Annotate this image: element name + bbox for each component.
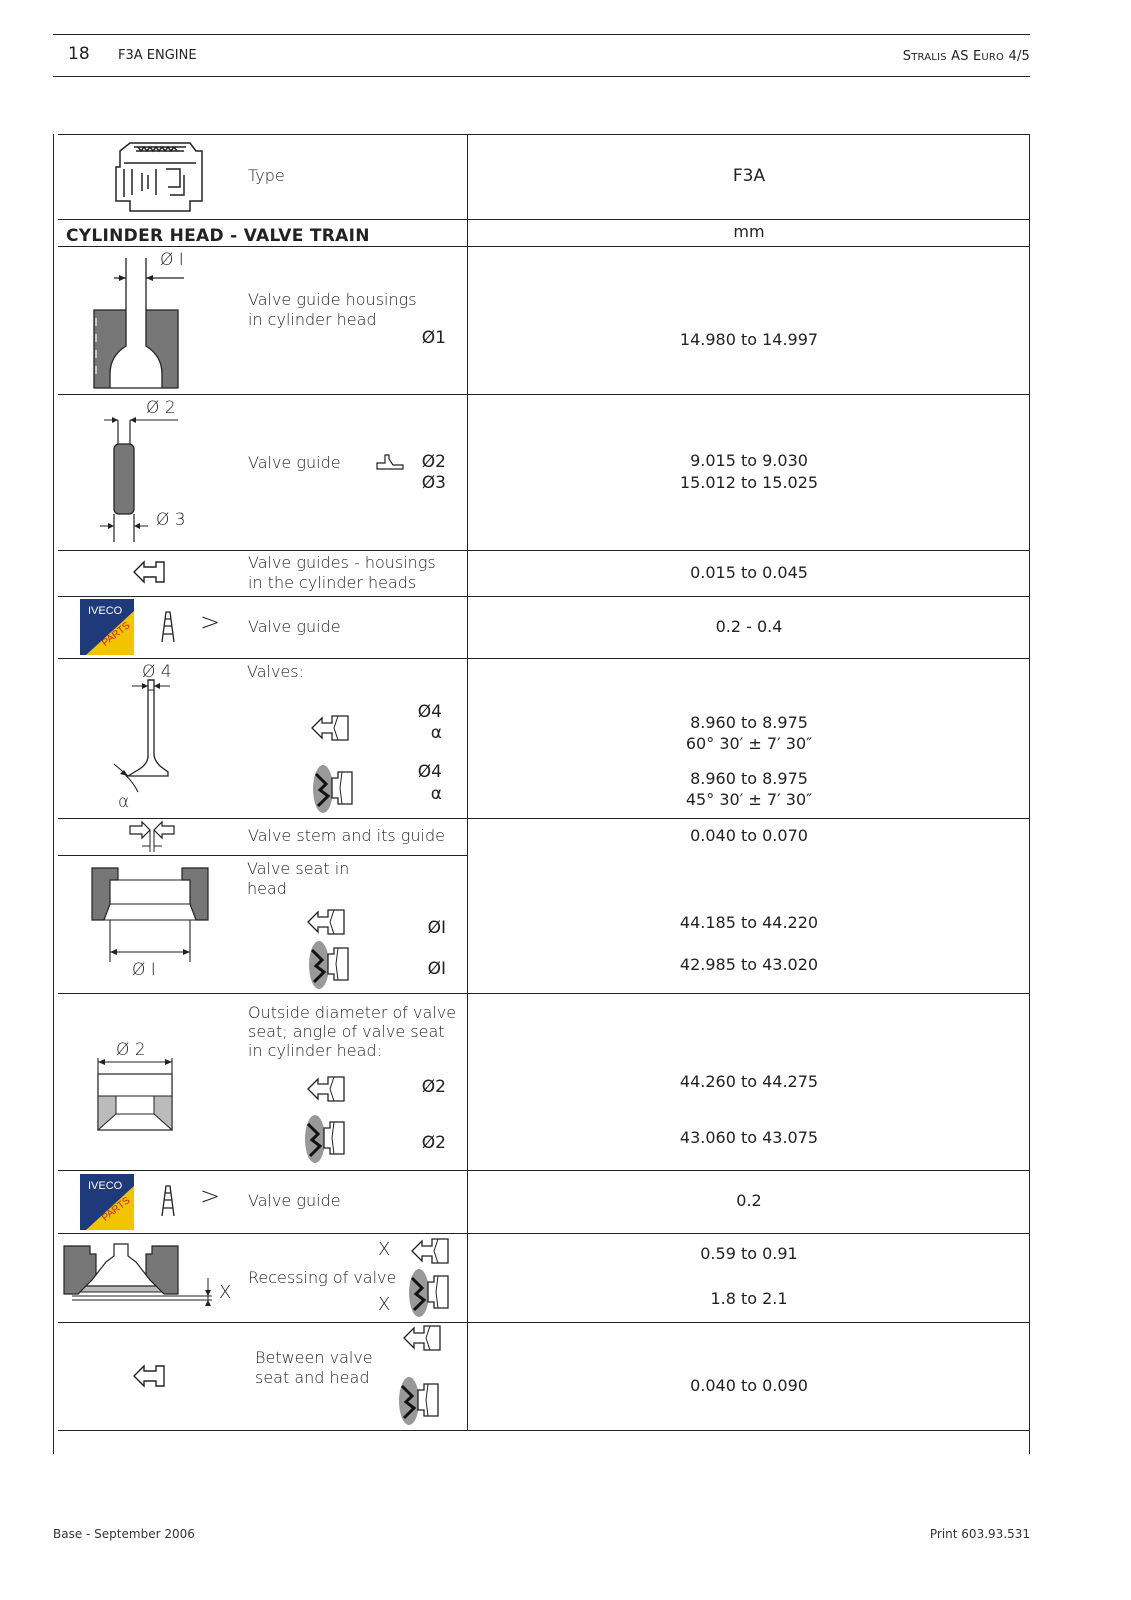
seat-intake-icon [306,908,346,936]
guide-housing-label-2: in cylinder head [248,310,377,329]
valve-guide-dim-bottom: Ø 3 [156,510,186,530]
header-top-rule [53,34,1030,35]
valve-guide-value-1: 9.015 to 9.030 [690,451,808,470]
valve-guide-dim-top: Ø 2 [146,398,176,418]
recessing-value-2: 1.8 to 2.1 [710,1289,788,1308]
recessing-x-1: X [378,1239,391,1260]
valve-figure [110,660,190,812]
valve-fig-alpha: α [118,792,130,812]
between-label-1: Between valve [255,1348,373,1367]
recessing-exhaust-icon [406,1268,450,1318]
valve-seat-value-1: 44.185 to 44.220 [679,913,819,932]
seat-outside-sym-2: Ø2 [421,1133,446,1153]
valve-fig-dim: Ø 4 [142,662,172,682]
between-label-2: seat and head [255,1368,370,1387]
guide-housing-value: 14.980 to 14.997 [679,330,819,349]
valve-seat-value-2: 42.985 to 43.020 [679,955,819,974]
seat-outside-label-2: seat; angle of valve seat [248,1022,445,1041]
intake-valve-icon [310,714,350,742]
valves-value-a2: 60° 30′ ± 7′ 30″ [685,734,813,753]
seat-outside-label-1: Outside diameter of valve [248,1003,457,1022]
valves-value-b1: 8.960 to 8.975 [690,769,808,788]
seat-outside-exhaust-icon [302,1114,346,1164]
valves-sym-b2: α [430,784,442,804]
stem-guide-value: 0.040 to 0.070 [690,826,808,845]
section-name: F3A ENGINE [118,48,197,63]
between-clearance-icon [132,1362,168,1390]
valves-sym-b1: Ø4 [417,762,442,782]
valve-guide-label: Valve guide [248,453,341,472]
seat-insert-figure [90,1050,182,1132]
oversize-2-value: 0.2 [736,1191,762,1210]
header-bottom-rule [53,76,1030,77]
valve-seat-sym-2: ØI [427,959,446,979]
between-value: 0.040 to 0.090 [690,1376,808,1395]
valve-seat-sym-1: ØI [427,918,446,938]
exhaust-valve-icon [310,764,354,814]
valve-guide-value-2: 15.012 to 15.025 [679,473,819,492]
type-value: F3A [732,166,766,186]
recessing-value-1: 0.59 to 0.91 [700,1244,798,1263]
guide-housing-symbol: Ø1 [421,328,446,348]
guides-housings-value: 0.015 to 0.045 [690,563,808,582]
between-exhaust-icon [396,1376,440,1426]
oversize-1-value: 0.2 - 0.4 [715,617,783,636]
guide-housing-label-1: Valve guide housings [248,290,417,309]
seat-outside-value-2: 43.060 to 43.075 [679,1128,819,1147]
valve-guide-sym-1: Ø2 [421,452,446,472]
valve-seat-label-1: Valve seat in [247,859,350,878]
guides-housings-label-2: in the cylinder heads [248,573,417,592]
oversize-icon-2 [158,1184,178,1218]
seat-outside-value-1: 44.260 to 44.275 [679,1072,819,1091]
guide-install-icon [375,453,405,473]
stem-guide-label: Valve stem and its guide [248,826,445,845]
iveco-parts-badge: IVECO PARTS [80,599,134,655]
oversize-icon [158,610,178,644]
iveco-parts-badge-2: IVECO PARTS [80,1174,134,1230]
type-label: Type [248,166,285,185]
recessing-intake-icon [410,1237,450,1265]
guide-housing-dim: Ø I [160,250,184,270]
recessing-figure [62,1240,232,1314]
valves-value-b2: 45° 30′ ± 7′ 30″ [685,790,813,809]
valve-seat-figure [88,862,218,966]
oversize-2-label: Valve guide [248,1191,341,1210]
recessing-fig-x: X [219,1282,232,1303]
recessing-x-2: X [378,1294,391,1315]
seat-outside-label-3: in cylinder head: [248,1041,382,1060]
valves-sym-a1: Ø4 [417,702,442,722]
valves-sym-a2: α [430,723,442,743]
valves-value-a1: 8.960 to 8.975 [690,713,808,732]
unit-label: mm [733,222,765,241]
page-number: 18 [68,44,90,64]
oversize-gt-symbol: > [200,608,221,636]
seat-outside-sym-1: Ø2 [421,1077,446,1097]
clearance-icon [132,558,168,586]
valve-seat-fig-dim: Ø I [132,960,156,980]
guides-housings-label-1: Valve guides - housings [248,553,436,572]
section-title: CYLINDER HEAD - VALVE TRAIN [66,226,370,246]
seat-exhaust-icon [306,940,350,990]
stem-clearance-icon [128,822,176,854]
between-intake-icon [402,1324,442,1352]
engine-icon [110,139,210,215]
footer-left: Base - September 2006 [53,1527,195,1541]
footer-right: Print 603.93.531 [929,1527,1030,1541]
valve-guide-sym-2: Ø3 [421,473,446,493]
model-name: STRALIS AS EURO 4/5 [902,49,1030,64]
recessing-label: Recessing of valve [248,1268,397,1287]
oversize-gt-symbol-2: > [200,1182,221,1210]
seat-outside-fig-dim: Ø 2 [116,1040,146,1060]
seat-outside-intake-icon [306,1075,346,1103]
valves-label: Valves: [247,662,304,681]
oversize-1-label: Valve guide [248,617,341,636]
valve-seat-label-2: head [247,879,287,898]
